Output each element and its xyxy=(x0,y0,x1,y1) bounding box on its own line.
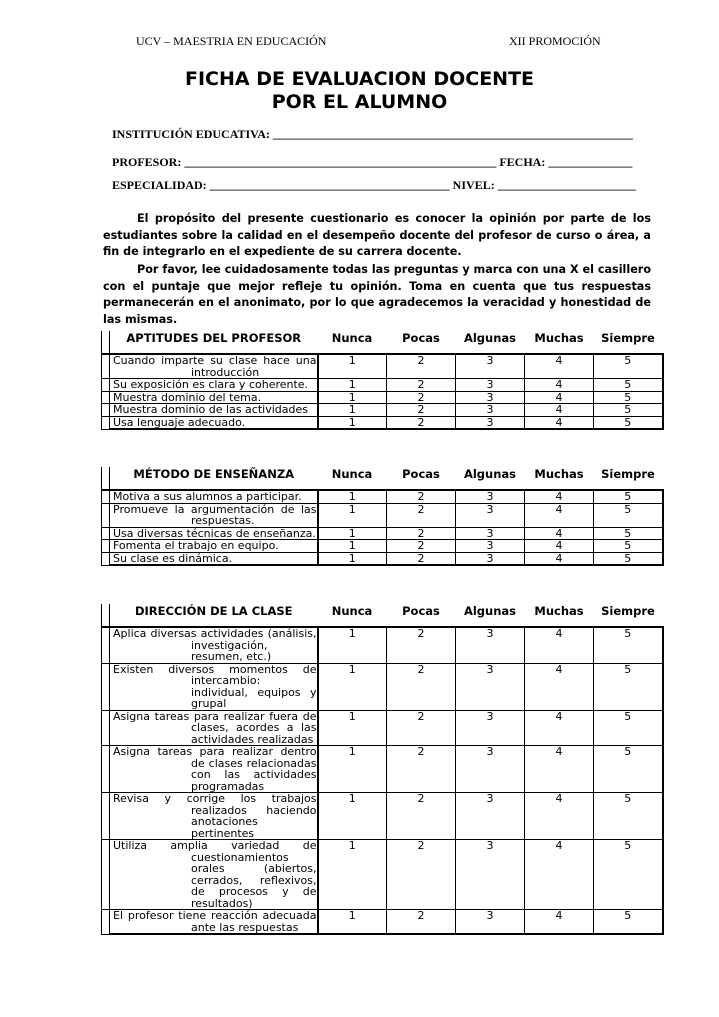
score-cell-2[interactable]: 2 xyxy=(387,404,456,417)
especialidad-nivel-field[interactable]: ESPECIALIDAD: ________________________________________ NIVEL: _______________________ xyxy=(112,178,636,192)
table-gutter xyxy=(102,710,110,746)
criterion-text: El profesor tiene reacción adecuada ante las respuestas xyxy=(113,909,317,934)
score-cell-5[interactable]: 5 xyxy=(594,540,663,553)
criterion-text: Aplica diversas actividades (análisis, investigación, resumen, etc.) xyxy=(113,627,317,663)
score-cell-5[interactable]: 5 xyxy=(594,503,663,527)
score-cell-5[interactable]: 5 xyxy=(594,793,663,840)
score-cell-3[interactable]: 3 xyxy=(456,910,525,935)
table-row xyxy=(102,793,663,840)
criterion-cell xyxy=(110,627,318,663)
criterion-cell xyxy=(110,746,318,793)
score-cell-3[interactable]: 3 xyxy=(456,527,525,540)
score-cell-3[interactable]: 3 xyxy=(456,710,525,746)
score-cell-5[interactable]: 5 xyxy=(594,404,663,417)
score-cell-5[interactable]: 5 xyxy=(594,627,663,663)
score-cell-2[interactable]: 2 xyxy=(387,663,456,710)
criterion-cell xyxy=(110,540,318,553)
table-gutter xyxy=(102,331,110,354)
criterion-cell xyxy=(110,840,318,910)
score-cell-2[interactable]: 2 xyxy=(387,710,456,746)
score-cell-2[interactable]: 2 xyxy=(387,910,456,935)
score-cell-5[interactable]: 5 xyxy=(594,379,663,392)
score-cell-4[interactable]: 4 xyxy=(525,910,594,935)
score-cell-3[interactable]: 3 xyxy=(456,354,525,379)
scale-header-1: Nunca xyxy=(318,604,387,627)
score-cell-2[interactable]: 2 xyxy=(387,540,456,553)
table-gutter xyxy=(102,604,110,627)
score-cell-1[interactable]: 1 xyxy=(318,527,387,540)
score-cell-1[interactable]: 1 xyxy=(318,416,387,429)
score-cell-2[interactable]: 2 xyxy=(387,391,456,404)
criterion-cell xyxy=(110,391,318,404)
table-row xyxy=(102,391,663,404)
score-cell-4[interactable]: 4 xyxy=(525,503,594,527)
table-row xyxy=(102,910,663,935)
score-cell-1[interactable]: 1 xyxy=(318,490,387,503)
criterion-cell xyxy=(110,503,318,527)
score-cell-3[interactable]: 3 xyxy=(456,793,525,840)
table-gutter xyxy=(102,391,110,404)
criterion-text: Su clase es dinámica. xyxy=(113,551,233,565)
score-cell-3[interactable]: 3 xyxy=(456,416,525,429)
score-cell-4[interactable]: 4 xyxy=(525,404,594,417)
criterion-cell xyxy=(110,910,318,935)
criterion-text: Muestra dominio de las actividades xyxy=(113,403,308,416)
score-cell-5[interactable]: 5 xyxy=(594,391,663,404)
score-cell-4[interactable]: 4 xyxy=(525,527,594,540)
table-gutter xyxy=(102,379,110,392)
score-cell-2[interactable]: 2 xyxy=(387,354,456,379)
table-row xyxy=(102,379,663,392)
scale-header-5: Siempre xyxy=(594,604,663,627)
score-cell-4[interactable]: 4 xyxy=(525,490,594,503)
scale-header-4: Muchas xyxy=(525,331,594,354)
score-cell-4[interactable]: 4 xyxy=(525,379,594,392)
scale-header-4: Muchas xyxy=(525,604,594,627)
scale-header-1: Nunca xyxy=(318,331,387,354)
score-cell-2[interactable]: 2 xyxy=(387,627,456,663)
score-cell-4[interactable]: 4 xyxy=(525,416,594,429)
evaluation-table xyxy=(101,467,664,566)
score-cell-5[interactable]: 5 xyxy=(594,354,663,379)
table-row xyxy=(102,490,663,503)
score-cell-1[interactable]: 1 xyxy=(318,391,387,404)
criterion-text: Muestra dominio del tema. xyxy=(113,390,262,404)
criterion-text: Asigna tareas para realizar fuera de clases, acordes a las actividades realizadas xyxy=(113,709,317,746)
score-cell-1[interactable]: 1 xyxy=(318,793,387,840)
score-cell-3[interactable]: 3 xyxy=(456,404,525,417)
institucion-field[interactable]: INSTITUCIÓN EDUCATIVA: ____________________________________________________________ xyxy=(112,127,633,141)
score-cell-5[interactable]: 5 xyxy=(594,746,663,793)
score-cell-4[interactable]: 4 xyxy=(525,663,594,710)
section-title: APTITUDES DEL PROFESOR xyxy=(110,331,318,354)
table-row xyxy=(102,663,663,710)
score-cell-4[interactable]: 4 xyxy=(525,746,594,793)
score-cell-5[interactable]: 5 xyxy=(594,710,663,746)
table-gutter xyxy=(102,527,110,540)
table-gutter xyxy=(102,663,110,710)
title-line-2: POR EL ALUMNO xyxy=(271,91,448,113)
criterion-cell xyxy=(110,793,318,840)
table-gutter xyxy=(102,490,110,503)
score-cell-3[interactable]: 3 xyxy=(456,379,525,392)
title-line-1: FICHA DE EVALUACION DOCENTE xyxy=(184,68,535,90)
score-cell-2[interactable]: 2 xyxy=(387,552,456,565)
table-gutter xyxy=(102,416,110,429)
criterion-text: Asigna tareas para realizar dentro de clases relacionadas con las actividades programadas xyxy=(113,745,317,793)
section-title: DIRECCIÓN DE LA CLASE xyxy=(110,604,318,627)
table-row xyxy=(102,710,663,746)
evaluation-table xyxy=(101,604,664,935)
evaluation-table xyxy=(101,331,664,430)
scale-header-5: Siempre xyxy=(594,467,663,490)
table-gutter xyxy=(102,503,110,527)
score-cell-3[interactable]: 3 xyxy=(456,840,525,910)
score-cell-1[interactable]: 1 xyxy=(318,552,387,565)
score-cell-1[interactable]: 1 xyxy=(318,840,387,910)
table-row xyxy=(102,404,663,417)
score-cell-3[interactable]: 3 xyxy=(456,540,525,553)
table-gutter xyxy=(102,840,110,910)
score-cell-3[interactable]: 3 xyxy=(456,490,525,503)
criterion-cell xyxy=(110,354,318,379)
score-cell-5[interactable]: 5 xyxy=(594,910,663,935)
criterion-cell xyxy=(110,416,318,429)
score-cell-3[interactable]: 3 xyxy=(456,552,525,565)
table-row xyxy=(102,627,663,663)
score-cell-4[interactable]: 4 xyxy=(525,391,594,404)
criterion-text: Utiliza amplia variedad de cuestionamientos orales (abiertos, cerrados, reflexivos, de procesos y de resultados) xyxy=(113,839,317,910)
table-gutter xyxy=(102,540,110,553)
table-row xyxy=(102,540,663,553)
score-cell-4[interactable]: 4 xyxy=(525,793,594,840)
score-cell-4[interactable]: 4 xyxy=(525,354,594,379)
table-row xyxy=(102,746,663,793)
table-gutter xyxy=(102,910,110,935)
score-cell-5[interactable]: 5 xyxy=(594,490,663,503)
table-gutter xyxy=(102,552,110,565)
score-cell-3[interactable]: 3 xyxy=(456,391,525,404)
criterion-cell xyxy=(110,527,318,540)
header-left: UCV – MAESTRIA EN EDUCACIÓN xyxy=(136,34,327,48)
table-row xyxy=(102,840,663,910)
criterion-text: Su exposición es clara y coherente. xyxy=(113,378,309,391)
score-cell-1[interactable]: 1 xyxy=(318,627,387,663)
score-cell-5[interactable]: 5 xyxy=(594,840,663,910)
score-cell-5[interactable]: 5 xyxy=(594,527,663,540)
table-row xyxy=(102,503,663,527)
score-cell-2[interactable]: 2 xyxy=(387,379,456,392)
scale-header-3: Algunas xyxy=(456,331,525,354)
scale-header-4: Muchas xyxy=(525,467,594,490)
table-gutter xyxy=(102,354,110,379)
score-cell-1[interactable]: 1 xyxy=(318,503,387,527)
criterion-text: Revisa y corrige los trabajos realizados haciendo anotaciones pertinentes xyxy=(113,792,317,840)
table-gutter xyxy=(102,467,110,490)
criterion-text: Usa diversas técnicas de enseñanza. xyxy=(113,526,316,540)
scale-header-2: Pocas xyxy=(387,331,456,354)
scale-header-5: Siempre xyxy=(594,331,663,354)
scale-header-2: Pocas xyxy=(387,604,456,627)
score-cell-1[interactable]: 1 xyxy=(318,404,387,417)
score-cell-2[interactable]: 2 xyxy=(387,746,456,793)
score-cell-5[interactable]: 5 xyxy=(594,663,663,710)
score-cell-2[interactable]: 2 xyxy=(387,416,456,429)
score-cell-3[interactable]: 3 xyxy=(456,503,525,527)
criterion-text: Cuando imparte su clase hace una introducción xyxy=(113,354,317,379)
score-cell-3[interactable]: 3 xyxy=(456,627,525,663)
scale-header-1: Nunca xyxy=(318,467,387,490)
table-gutter xyxy=(102,746,110,793)
criterion-cell xyxy=(110,379,318,392)
intro-paragraph-2: Por favor, lee cuidadosamente todas las preguntas y marca con una X el casillero con el puntaje que mejor refleje tu opinión. Toma en cuenta que tus respuestas permanecerán en el anonimato, por lo que agradecemos la veracidad y honestidad de las mismas. xyxy=(103,263,651,326)
score-cell-2[interactable]: 2 xyxy=(387,490,456,503)
score-cell-3[interactable]: 3 xyxy=(456,663,525,710)
score-cell-1[interactable]: 1 xyxy=(318,354,387,379)
criterion-cell xyxy=(110,552,318,565)
profesor-fecha-field[interactable]: PROFESOR: ____________________________________________________ FECHA: ______________ xyxy=(112,155,633,169)
table-row xyxy=(102,416,663,429)
scale-header-3: Algunas xyxy=(456,604,525,627)
page-title xyxy=(0,68,719,114)
score-cell-5[interactable]: 5 xyxy=(594,552,663,565)
table-row xyxy=(102,354,663,379)
score-cell-4[interactable]: 4 xyxy=(525,710,594,746)
criterion-cell xyxy=(110,710,318,746)
criterion-cell xyxy=(110,663,318,710)
criterion-cell xyxy=(110,404,318,417)
intro-paragraph-1: El propósito del presente cuestionario es conocer la opinión por parte de los estudiantes sobre la calidad en el desempeño docente del profesor de curso o área, a fin de integrarlo en el expediente de su carrera docente. xyxy=(103,212,651,258)
score-cell-2[interactable]: 2 xyxy=(387,840,456,910)
score-cell-4[interactable]: 4 xyxy=(525,552,594,565)
header-right: XII PROMOCIÓN xyxy=(509,34,601,48)
score-cell-2[interactable]: 2 xyxy=(387,503,456,527)
table-row xyxy=(102,552,663,565)
score-cell-1[interactable]: 1 xyxy=(318,540,387,553)
table-gutter xyxy=(102,627,110,663)
criterion-cell xyxy=(110,490,318,503)
criterion-text: Usa lenguaje adecuado. xyxy=(113,415,246,429)
score-cell-4[interactable]: 4 xyxy=(525,627,594,663)
score-cell-1[interactable]: 1 xyxy=(318,746,387,793)
score-cell-1[interactable]: 1 xyxy=(318,910,387,935)
criterion-text: Motiva a sus alumnos a participar. xyxy=(113,490,302,503)
table-gutter xyxy=(102,404,110,417)
table-gutter xyxy=(102,793,110,840)
criterion-text: Existen diversos momentos de intercambio: individual, equipos y grupal xyxy=(113,662,317,710)
score-cell-1[interactable]: 1 xyxy=(318,663,387,710)
score-cell-2[interactable]: 2 xyxy=(387,793,456,840)
score-cell-3[interactable]: 3 xyxy=(456,746,525,793)
score-cell-2[interactable]: 2 xyxy=(387,527,456,540)
criterion-text: Fomenta el trabajo en equipo. xyxy=(113,539,279,552)
score-cell-1[interactable]: 1 xyxy=(318,710,387,746)
scale-header-3: Algunas xyxy=(456,467,525,490)
score-cell-4[interactable]: 4 xyxy=(525,540,594,553)
criterion-text: Promueve la argumentación de las respuestas. xyxy=(113,502,317,527)
score-cell-4[interactable]: 4 xyxy=(525,840,594,910)
score-cell-5[interactable]: 5 xyxy=(594,416,663,429)
table-row xyxy=(102,527,663,540)
score-cell-1[interactable]: 1 xyxy=(318,379,387,392)
scale-header-2: Pocas xyxy=(387,467,456,490)
section-title: MÉTODO DE ENSEÑANZA xyxy=(110,467,318,490)
